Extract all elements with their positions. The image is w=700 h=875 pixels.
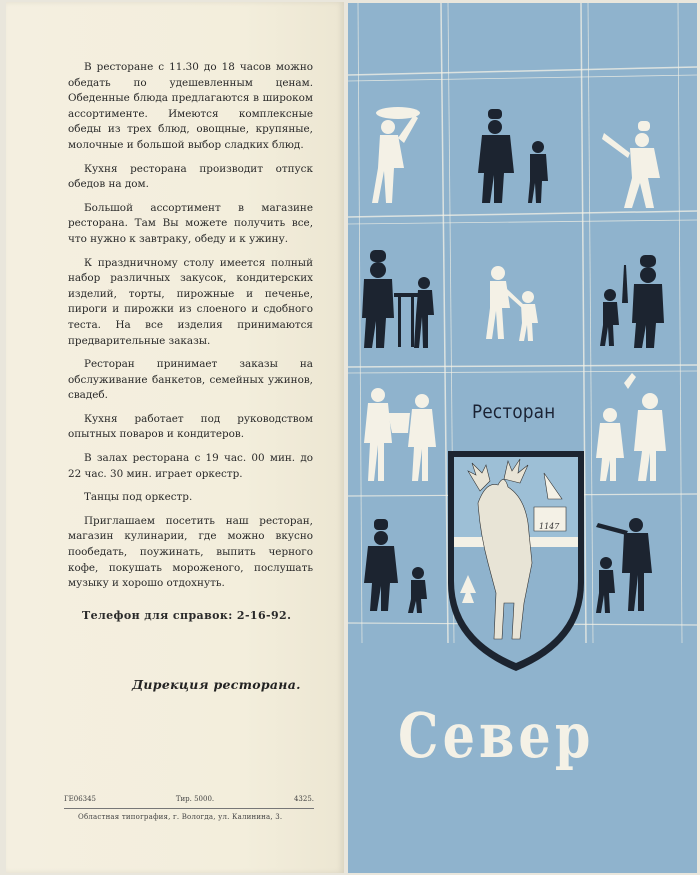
signature: Дирекция ресторана. — [132, 677, 301, 692]
imprint-address: Областная типография, г. Вологда, ул. Калинина, 3. — [78, 813, 283, 821]
paragraph-orchestra: В залах ресторана с 19 час. 00 мин. до 22 час. 30 мин. играет оркестр. — [68, 452, 313, 480]
hunters-with-deer-illustration — [364, 388, 436, 481]
imprint-order: 4325. — [293, 795, 314, 803]
children-dancing-illustration — [486, 266, 538, 341]
paragraph-banquets: Ресторан принимает заказы на обслуживание банкетов, семейных ужинов, свадеб. — [68, 358, 313, 402]
cover-label: Ресторан — [472, 401, 556, 423]
paragraph-dancing: Танцы под оркестр. — [84, 491, 193, 504]
hunter-pair-illustration — [596, 373, 666, 481]
paragraph-takeaway: Кухня ресторана производит отпуск обедов на дом. — [68, 162, 313, 191]
cook-with-fish-illustration — [596, 518, 652, 613]
cook-at-table-illustration — [362, 250, 434, 348]
cover-page — [348, 3, 697, 873]
restaurant-name: Север — [398, 699, 595, 772]
elk-crest-illustration — [448, 451, 584, 671]
info-text — [68, 60, 313, 600]
paragraph-chefs: Кухня работает под руководством опытных поваров и кондитеров. — [68, 412, 313, 441]
paragraph-festive-table: К праздничному столу имеется полный набор различных закусок, кондитерских изделий, торты, пирожные и печенье, пироги и пирожки из слоеного и сдобного теста. На все изделия принимаются предварительные заказы. — [68, 256, 313, 347]
imprint-print-run: Тир. 5000. — [175, 795, 215, 803]
crest-year: 1147 — [539, 522, 560, 531]
paragraph-lunch: В ресторане с 11.30 до 18 часов можно обедать по удешевленным ценам. Обеденные блюда предлагаются в широком ассортименте. Имеются комплексные обеды из трех блюд, овощные, крупяные, молочные и большой выбор сладких блюд. — [68, 61, 313, 151]
waiter-with-tray-illustration — [372, 107, 420, 203]
hunter-with-game-illustration — [600, 255, 664, 348]
imprint-divider — [64, 808, 314, 809]
dancer-illustration — [602, 121, 660, 208]
info-page — [6, 2, 344, 873]
phone-info: Телефон для справок: 2-16-92. — [82, 609, 292, 622]
imprint-code: ГЕ06345 — [64, 795, 97, 803]
cook-and-child-illustration — [478, 109, 548, 203]
paragraph-shop: Большой ассортимент в магазине ресторана. Там Вы можете получить все, что нужно к завтраку, обеду и к ужину. — [68, 201, 313, 245]
cook-with-child-illustration — [364, 519, 427, 613]
paragraph-invitation: Приглашаем посетить наш ресторан, магазин кулинарии, где можно вкусно пообедать, поужинать, выпить черного кофе, покушать мороженого, послушать музыку и хорошо отдохнуть. — [68, 514, 313, 590]
imprint-row — [64, 795, 314, 803]
